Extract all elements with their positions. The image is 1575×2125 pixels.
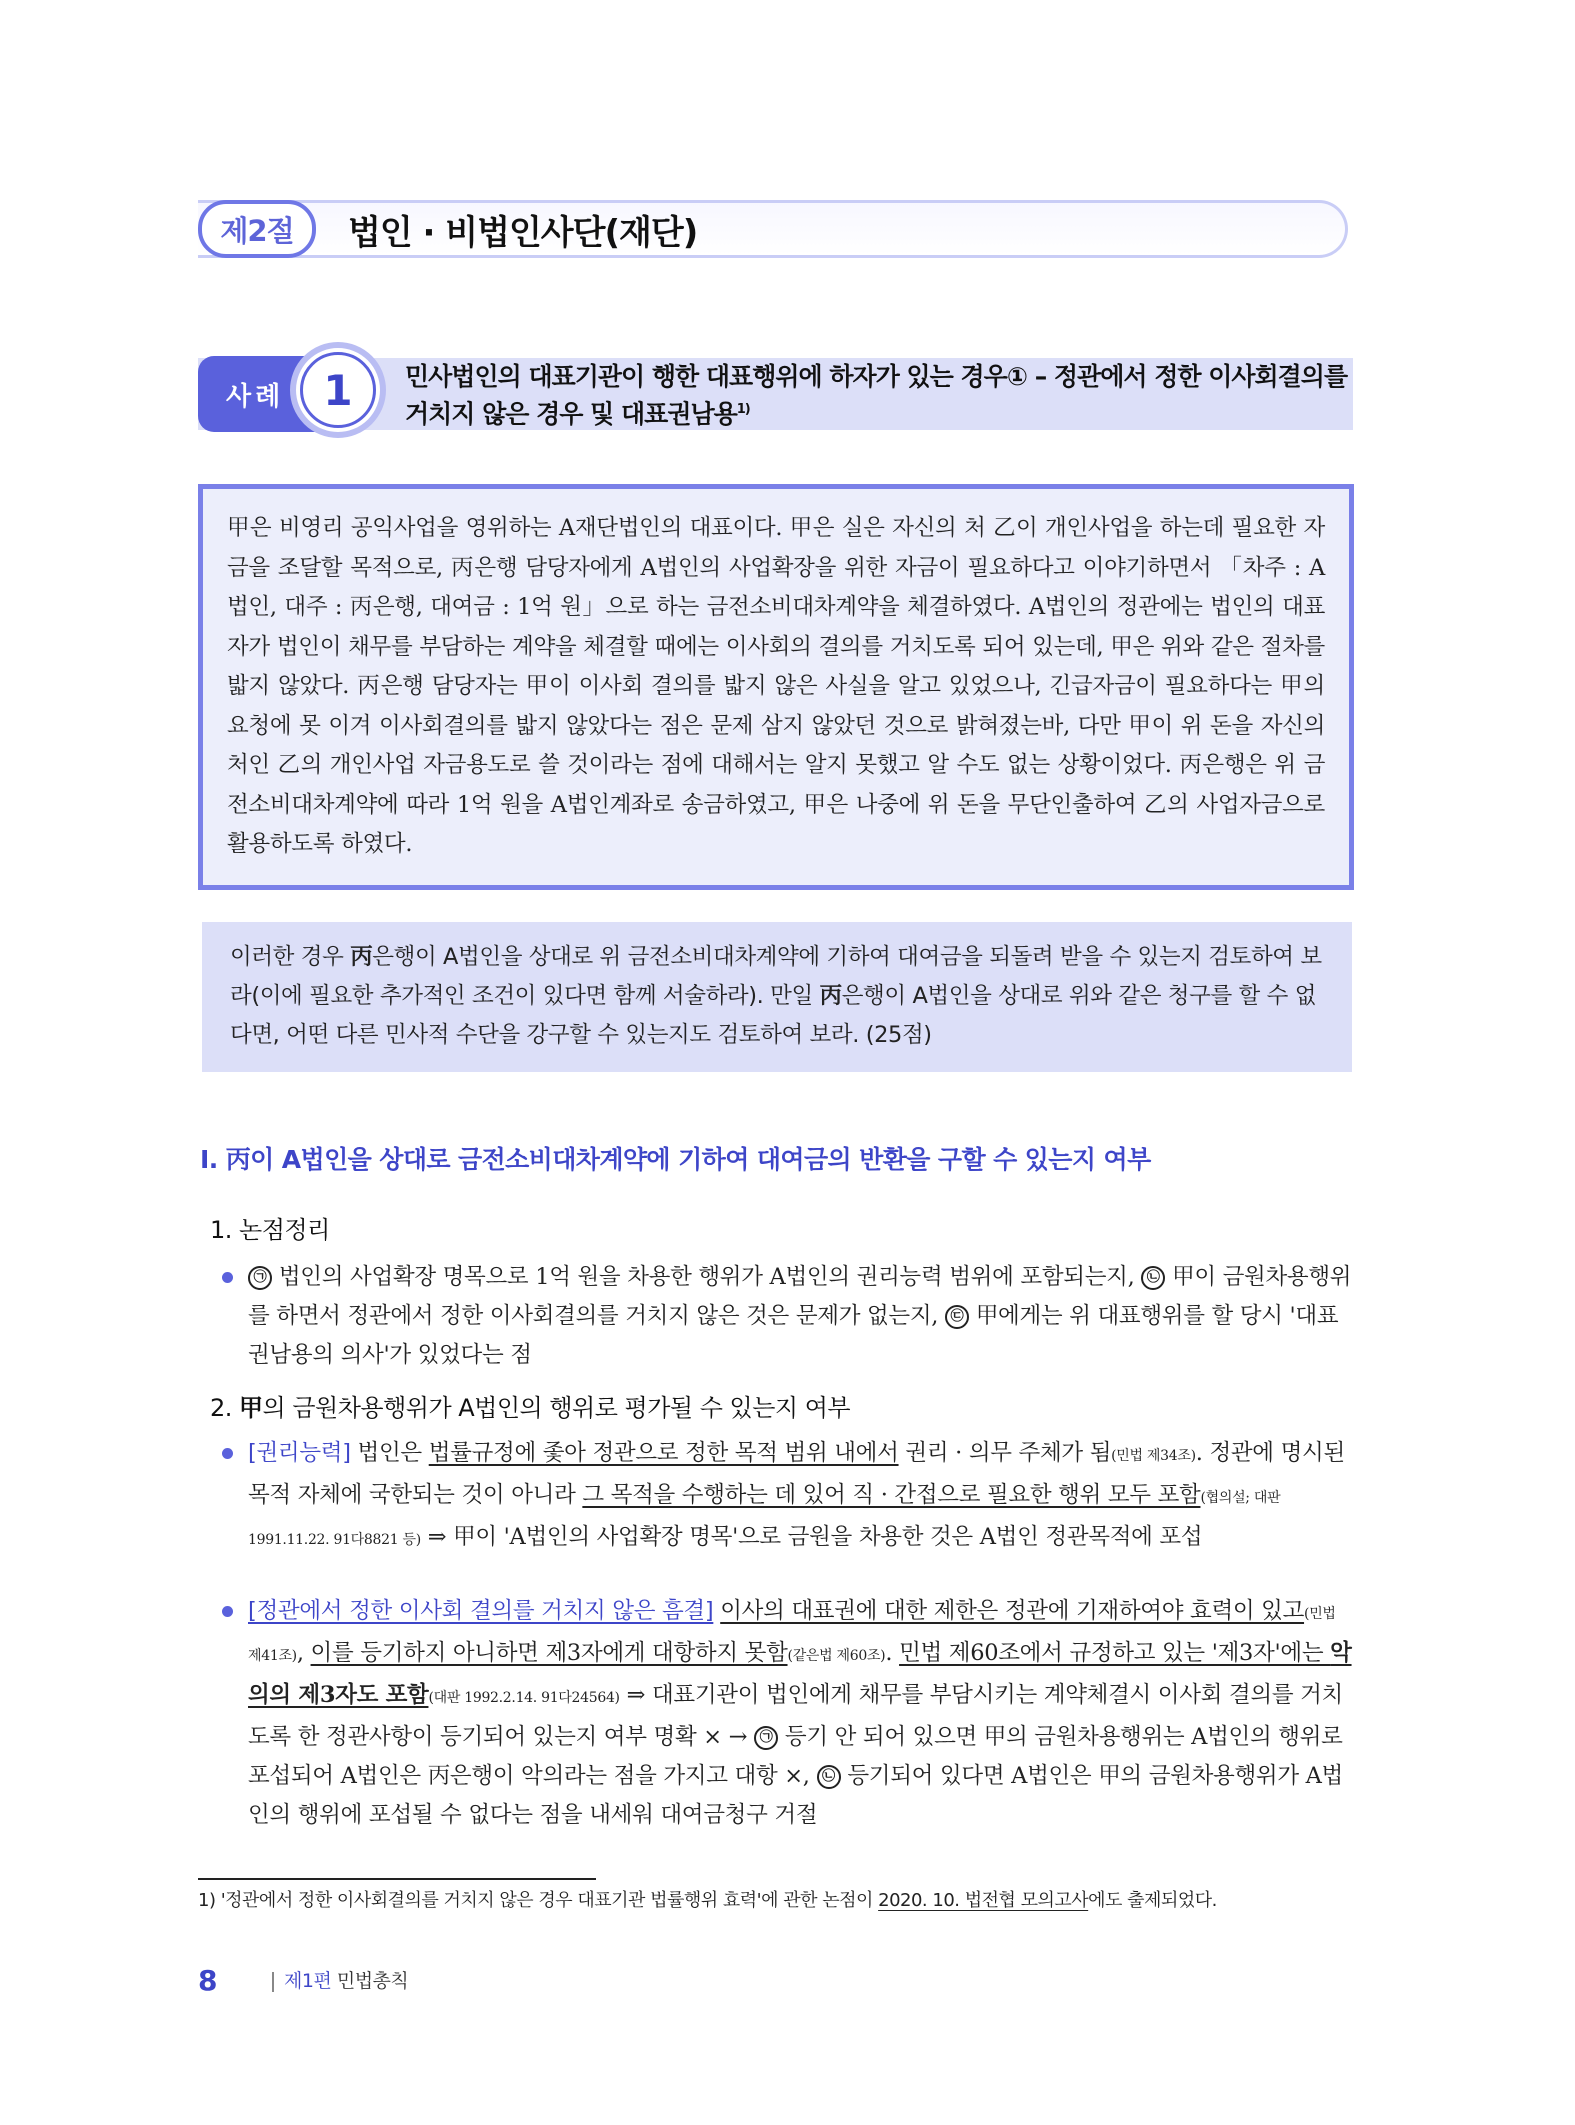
item-1-title: 1. 논점정리 bbox=[210, 1216, 330, 1244]
case-facts-text: 甲은 비영리 공익사업을 영위하는 A재단법인의 대표이다. 甲은 실은 자신의 처 乙이 개인사업을 하는데 필요한 자금을 조달할 목적으로, 丙은행 담당자에게 A법인의 사업확장을 위한 자금이 필요하다고 이야기하면서 「차주 : A법인, 대주 : 丙은행, 대여금 : 1억 원」으로 하는 금전소비대차계약을 체결하였다. A법인의 정관에는 법인의 대표자가 법인이 채무를 부담하는 계약을 체결할 때에는 이사회의 결의를 거치도록 되어 있는데, 甲은 위와 같은 절차를 밟지 않았다. 丙은행 담당자는 甲이 이사회 결의를 밟지 않은 사실을 알고 있었으나, 긴급자금이 필요하다는 甲의 요청에 못 이겨 이사회결의를 밟지 않았다는 점은 문제 삼지 않았던 것으로 밝혀졌는바, 다만 甲이 위 돈을 자신의 처인 乙의 개인사업 자금용도로 쓸 것이라는 점에 대해서는 알지 못했고 알 수도 없는 상황이었다. 丙은행은 위 금전소비대차계약에 따라 1억 원을 A법인계좌로 송금하였고, 甲은 나중에 위 돈을 무단인출하여 乙의 사업자금으로 활용하도록 하였다. bbox=[227, 515, 1325, 857]
footer-divider bbox=[272, 1972, 274, 1992]
case-title-text: 민사법인의 대표기관이 행한 대표행위에 하자가 있는 경우① – 정관에서 정한 이사회결의를 거치지 않은 경우 및 대표권남용 bbox=[405, 362, 1348, 429]
footnote: 1) '정관에서 정한 이사회결의를 거치지 않은 경우 대표기관 법률행위 효력'에 관한 논점이 2020. 10. 법전협 모의고사에도 출제되었다. bbox=[198, 1890, 1217, 1911]
bullet-dot-icon bbox=[222, 1448, 233, 1459]
item-2-title: 2. 甲의 금원차용행위가 A법인의 행위로 평가될 수 있는지 여부 bbox=[210, 1394, 851, 1422]
part-title: 제1편 민법총칙 bbox=[284, 1970, 409, 1992]
item-2-bullet-1 bbox=[222, 1434, 1352, 1560]
question-box bbox=[202, 922, 1352, 1072]
resolution-defect-text: [정관에서 정한 이사회 결의를 거치지 않은 흠결] 이사의 대표권에 대한 제한은 정관에 기재하여야 효력이 있고(민법 제41조), 이를 등기하지 아니하면 제3자에게 대항하지 못함(같은법 제60조). 민법 제60조에서 규정하고 있는 '제3자'에는 악의의 제3자도 포함(대판 1992.2.14. 91다24564) ⇒ 대표기관이 법인에게 채무를 부담시키는 계약체결시 이사회 결의를 거치도록 한 정관사항이 등기되어 있는지 여부 명확 × → ㉠ 등기 안 되어 있으면 甲의 금원차용행위는 A법인의 행위로 포섭되어 A법인은 丙은행이 악의라는 점을 가지고 대항 ×, ㉡ 등기되어 있다면 A법인은 甲의 금원차용행위가 A법인의 행위에 포섭될 수 없다는 점을 내세워 대여금청구 거절 bbox=[222, 1592, 1352, 1835]
section-tag: 제2절 bbox=[198, 200, 316, 258]
capacity-text: [권리능력] 법인은 법률규정에 좇아 정관으로 정한 목적 범위 내에서 권리 · 의무 주체가 됨(민법 제34조). 정관에 명시된 목적 자체에 국한되는 것이 아니라 그 목적을 수행하는 데 있어 직 · 간접으로 필요한 행위 모두 포함(협의설; 대판 1991.11.22. 91다8821 등) ⇒ 甲이 'A법인의 사업확장 명목'으로 금원을 차용한 것은 A법인 정관목적에 포섭 bbox=[222, 1434, 1352, 1560]
circled-gieuk-icon: ㉠ bbox=[248, 1266, 272, 1290]
case-facts-box bbox=[198, 484, 1354, 890]
case-title bbox=[405, 360, 1350, 430]
footnote-divider bbox=[198, 1878, 596, 1880]
circled-nieun-icon: ㉡ bbox=[817, 1765, 841, 1789]
section-title: 법인 · 비법인사단(재단) bbox=[348, 212, 698, 253]
item-1-bullet bbox=[222, 1258, 1352, 1375]
circled-gieuk-icon: ㉠ bbox=[754, 1726, 778, 1750]
section-header bbox=[198, 200, 1348, 258]
circled-digeut-icon: ㉢ bbox=[945, 1305, 969, 1329]
page-number: 8 bbox=[198, 1964, 218, 1997]
footnote-ref[interactable]: 1) bbox=[736, 402, 750, 417]
heading-1: Ⅰ. 丙이 A법인을 상대로 금전소비대차계약에 기하여 대여금의 반환을 구할 수 있는지 여부 bbox=[200, 1145, 1151, 1174]
circled-nieun-icon: ㉡ bbox=[1141, 1266, 1165, 1290]
item-2-bullet-2 bbox=[222, 1592, 1352, 1835]
case-label: 사례 bbox=[198, 356, 333, 432]
question-text: 이러한 경우 丙은행이 A법인을 상대로 위 금전소비대차계약에 기하여 대여금을 되돌려 받을 수 있는지 검토하여 보라(이에 필요한 추가적인 조건이 있다면 함께 서술하라). 만일 丙은행이 A법인을 상대로 위와 같은 청구를 할 수 없다면, 어떤 다른 민사적 수단을 강구할 수 있는지도 검토하여 보라. (25점) bbox=[230, 944, 1322, 1048]
case-number: 1 bbox=[300, 352, 376, 428]
item-1-text: ㉠ 법인의 사업확장 명목으로 1억 원을 차용한 행위가 A법인의 권리능력 범위에 포함되는지, ㉡ 甲이 금원차용행위를 하면서 정관에서 정한 이사회결의를 거치지 않은 것은 문제가 없는지, ㉢ 甲에게는 위 대표행위를 할 당시 '대표권남용의 의사'가 있었다는 점 bbox=[222, 1258, 1352, 1375]
bullet-dot-icon bbox=[222, 1272, 233, 1283]
bullet-dot-icon bbox=[222, 1606, 233, 1617]
case-number-badge bbox=[290, 342, 386, 438]
